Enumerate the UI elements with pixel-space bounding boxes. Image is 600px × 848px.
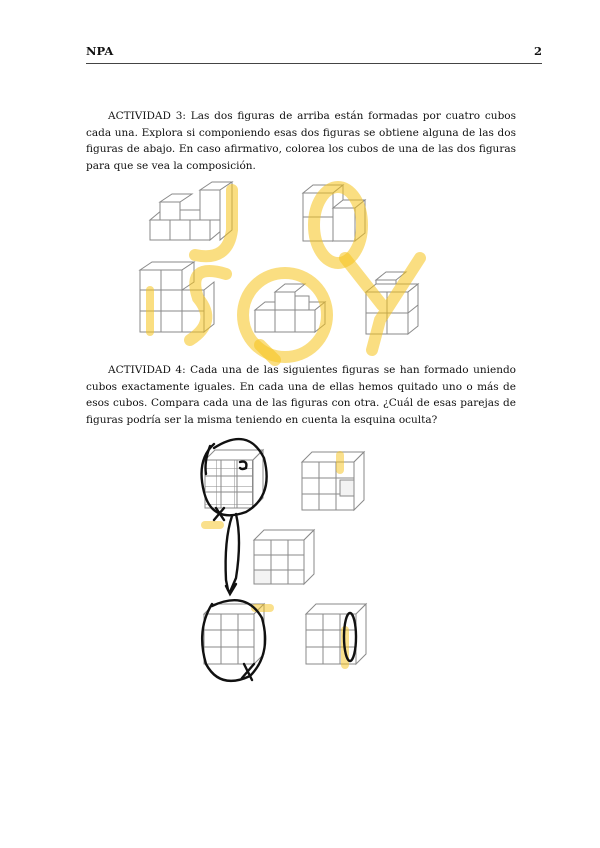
activity-3-label: ACTIVIDAD 3: xyxy=(108,110,186,122)
figure-b4-top-right xyxy=(302,452,364,510)
activity-4-text: Cada una de las siguientes figuras se han formado uniendo cubos exactamente iguales. En cada una de ellas hemos quitado uno o más de esos cubos. Compara cada una de las figuras con otra. ¿Cuál de esas parejas de figuras podría ser la misma teniendo en cuenta la esquina oculta? xyxy=(86,364,516,426)
activity-3-text: Las dos figuras de arriba están formadas por cuatro cubos cada una. Explora si componiendo esas dos figuras se obtiene alguna de las dos figuras de abajo. En caso afirmativo, colorea los cubos de una de las dos figuras para que se vea la composición. xyxy=(86,110,516,172)
figure-a4-top-left xyxy=(205,450,263,508)
header-left: NPA xyxy=(86,44,114,58)
figure-a3-top-left xyxy=(150,182,232,240)
activity-4-paragraph xyxy=(86,362,516,428)
page-number: 2 xyxy=(533,44,542,58)
activity-4-label: ACTIVIDAD 4: xyxy=(108,364,186,376)
figure-c4-middle xyxy=(254,530,314,584)
figure-d4-bottom-left xyxy=(204,604,264,664)
